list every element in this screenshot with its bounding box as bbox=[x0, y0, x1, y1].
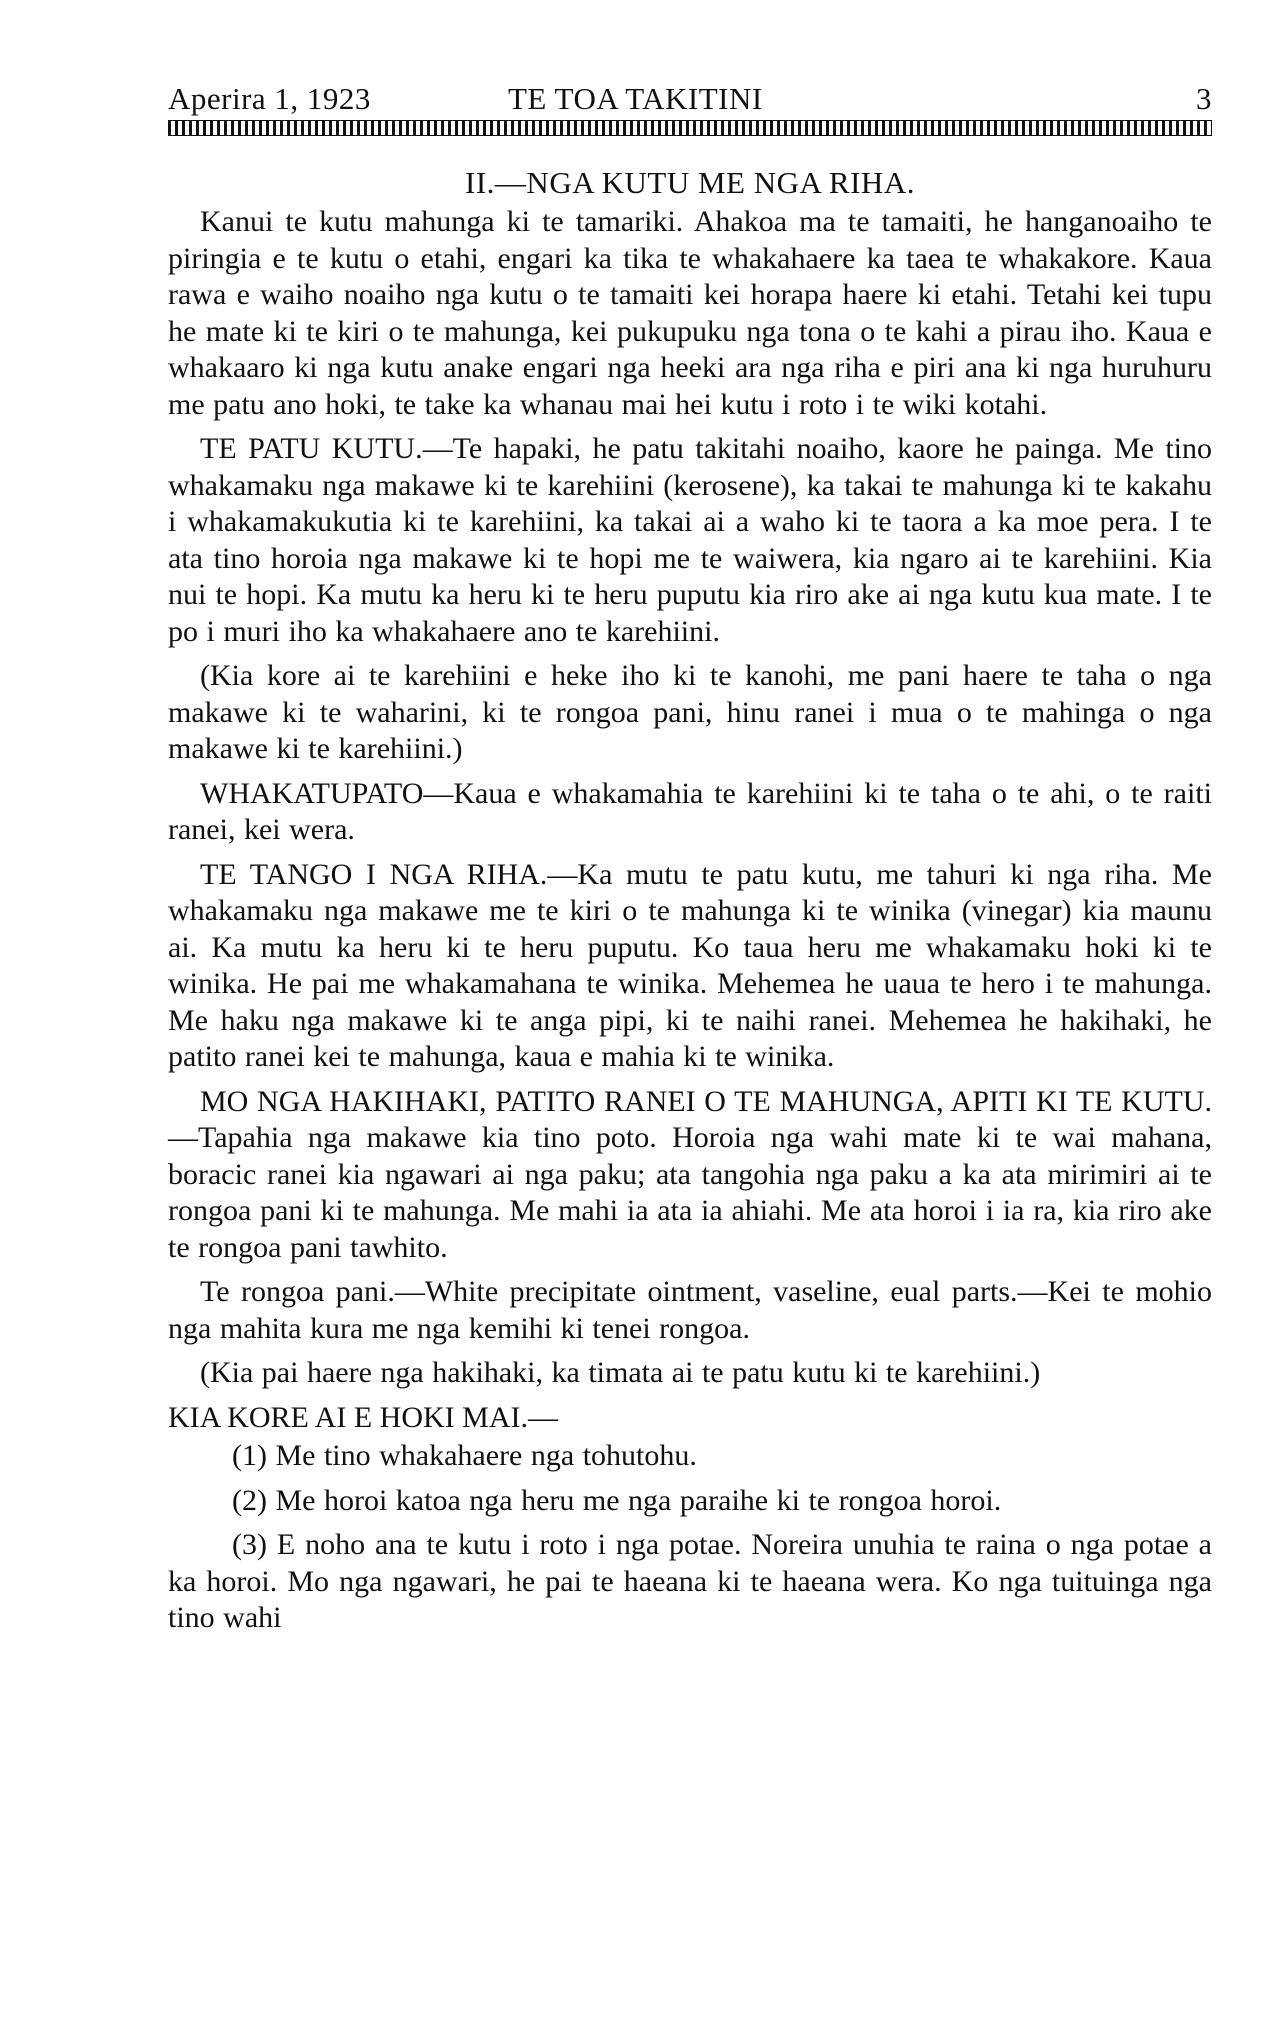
list-item: (3) E noho ana te kutu i roto i nga potae. Noreira unuhia te raina o nga potae a ka horoi. Mo nga ngawari, he pai te haeana ki te haeana wera. Ko nga tuituinga nga tino wahi bbox=[168, 1528, 1212, 1634]
tango-riha-text: —Ka mutu te patu kutu, me tahuri ki nga riha. Me whakamaku nga makawe me te kiri o te mahunga ki te winika (vinegar) kia maunu ai. Ka mutu ka heru ki te heru puputu. Ko taua heru me whakamaku hoki ki te winika. He pai me whakamahana te winika. Mehemea he uaua te hero i te mahunga. Me haku nga makawe ki te anga pipi, ki te naihi ranei. Mehemea he hakihaki, he patito ranei kei te mahunga, kaua e mahia ki te winika. bbox=[168, 857, 1212, 1073]
list-item: (2) Me horoi katoa nga heru me nga paraihe ki te rongoa horoi. bbox=[232, 1483, 1002, 1517]
patu-kutu-note: (Kia kore ai te karehiini e heke iho ki te kanohi, me pani haere te taha o nga makawe ki te waharini, ki te rongoa pani, hinu ranei i mua o te mahinga o nga makawe ki te karehiini.) bbox=[168, 659, 1212, 765]
intro-paragraph: Kanui te kutu mahunga ki te tamariki. Ahakoa ma te tamaiti, he hanganoaiho te piringia e te kutu o etahi, engari ka tika te whakahaere ka taea te whakakore. Kaua rawa e waiho noaiho nga kutu o te tamaiti kei horapa haere ki etahi. Tetahi kei tupu he mate ki te kiri o te mahunga, kei pukupuku nga tona o te kahi a pirau iho. Kaua e whakaaro ki nga kutu anake engari nga heeki ara nga riha e piri ana ki nga huruhuru me patu ano hoki, te take ka whanau mai hei kutu i roto i te wiki kotahi. bbox=[168, 205, 1212, 421]
header-title: TE TOA TAKITINI bbox=[508, 81, 763, 116]
decorative-rule bbox=[168, 120, 1212, 136]
whakatupato-lead: WHAKATUPATO bbox=[200, 776, 424, 810]
hakihaki-lead: MO NGA HAKIHAKI, PATITO RANEI O TE MAHUNGA, APITI KI TE KUTU. bbox=[200, 1084, 1212, 1118]
hakihaki-paragraph bbox=[168, 1084, 1212, 1267]
page-number: 3 bbox=[1196, 81, 1212, 116]
hakihaki-text: —Tapahia nga makawe kia tino poto. Horoia nga wahi mate ki te wai mahana, boracic ranei kia ngawari ai nga paku; ata tangohia nga paku a ka ata mirimiri ai te rongoa pani ki te mahunga. Me mahi ia ata ia ahiahi. Me ata horoi i ia ra, kia riro ake te rongoa pani tawhito. bbox=[168, 1121, 1212, 1264]
list-item: (1) Me tino whakahaere nga tohutohu. bbox=[232, 1439, 697, 1472]
section-title: II.—NGA KUTU ME NGA RIHA. bbox=[465, 165, 915, 200]
hakihaki-note: (Kia pai haere nga hakihaki, ka timata ai te patu kutu ki te karehiini.) bbox=[200, 1356, 1041, 1389]
whakatupato-paragraph bbox=[168, 776, 1212, 849]
whakatupato-text: —Kaua e whakamahia te karehiini ki te taha o te ahi, o te raiti ranei, kei wera. bbox=[168, 776, 1212, 846]
tango-riha-lead: TE TANGO I NGA RIHA. bbox=[200, 857, 548, 891]
rongoa-paragraph: Te rongoa pani.—White precipitate ointment, vaseline, eual parts.—Kei te mohio nga mahita kura me nga kemihi ki tenei rongoa. bbox=[168, 1275, 1212, 1345]
tango-riha-paragraph bbox=[168, 857, 1212, 1076]
header-date: Aperira 1, 1923 bbox=[168, 81, 371, 116]
patu-kutu-text: —Te hapaki, he patu takitahi noaiho, kaore he painga. Me tino whakamaku nga makawe ki te karehiini (kerosene), ka takai te mahunga ki te kakahu i whakamakukutia ki te karehiini, ka takai ai a waho ki te taora a ka moe pera. I te ata tino horoia nga makawe ki te hopi me te waiwera, kia ngaro ai te karehiini. Kia nui te hopi. Ka mutu ka heru ki te heru puputu kia riro ake ai nga kutu kua mate. I te po i muri iho ka whakahaere ano te karehiini. bbox=[168, 432, 1212, 648]
running-header bbox=[168, 80, 1212, 118]
patu-kutu-lead: TE PATU KUTU. bbox=[200, 432, 423, 465]
kia-kore-heading: KIA KORE AI E HOKI MAI.— bbox=[168, 1400, 558, 1434]
patu-kutu-paragraph bbox=[168, 431, 1212, 650]
page bbox=[168, 80, 1212, 1645]
